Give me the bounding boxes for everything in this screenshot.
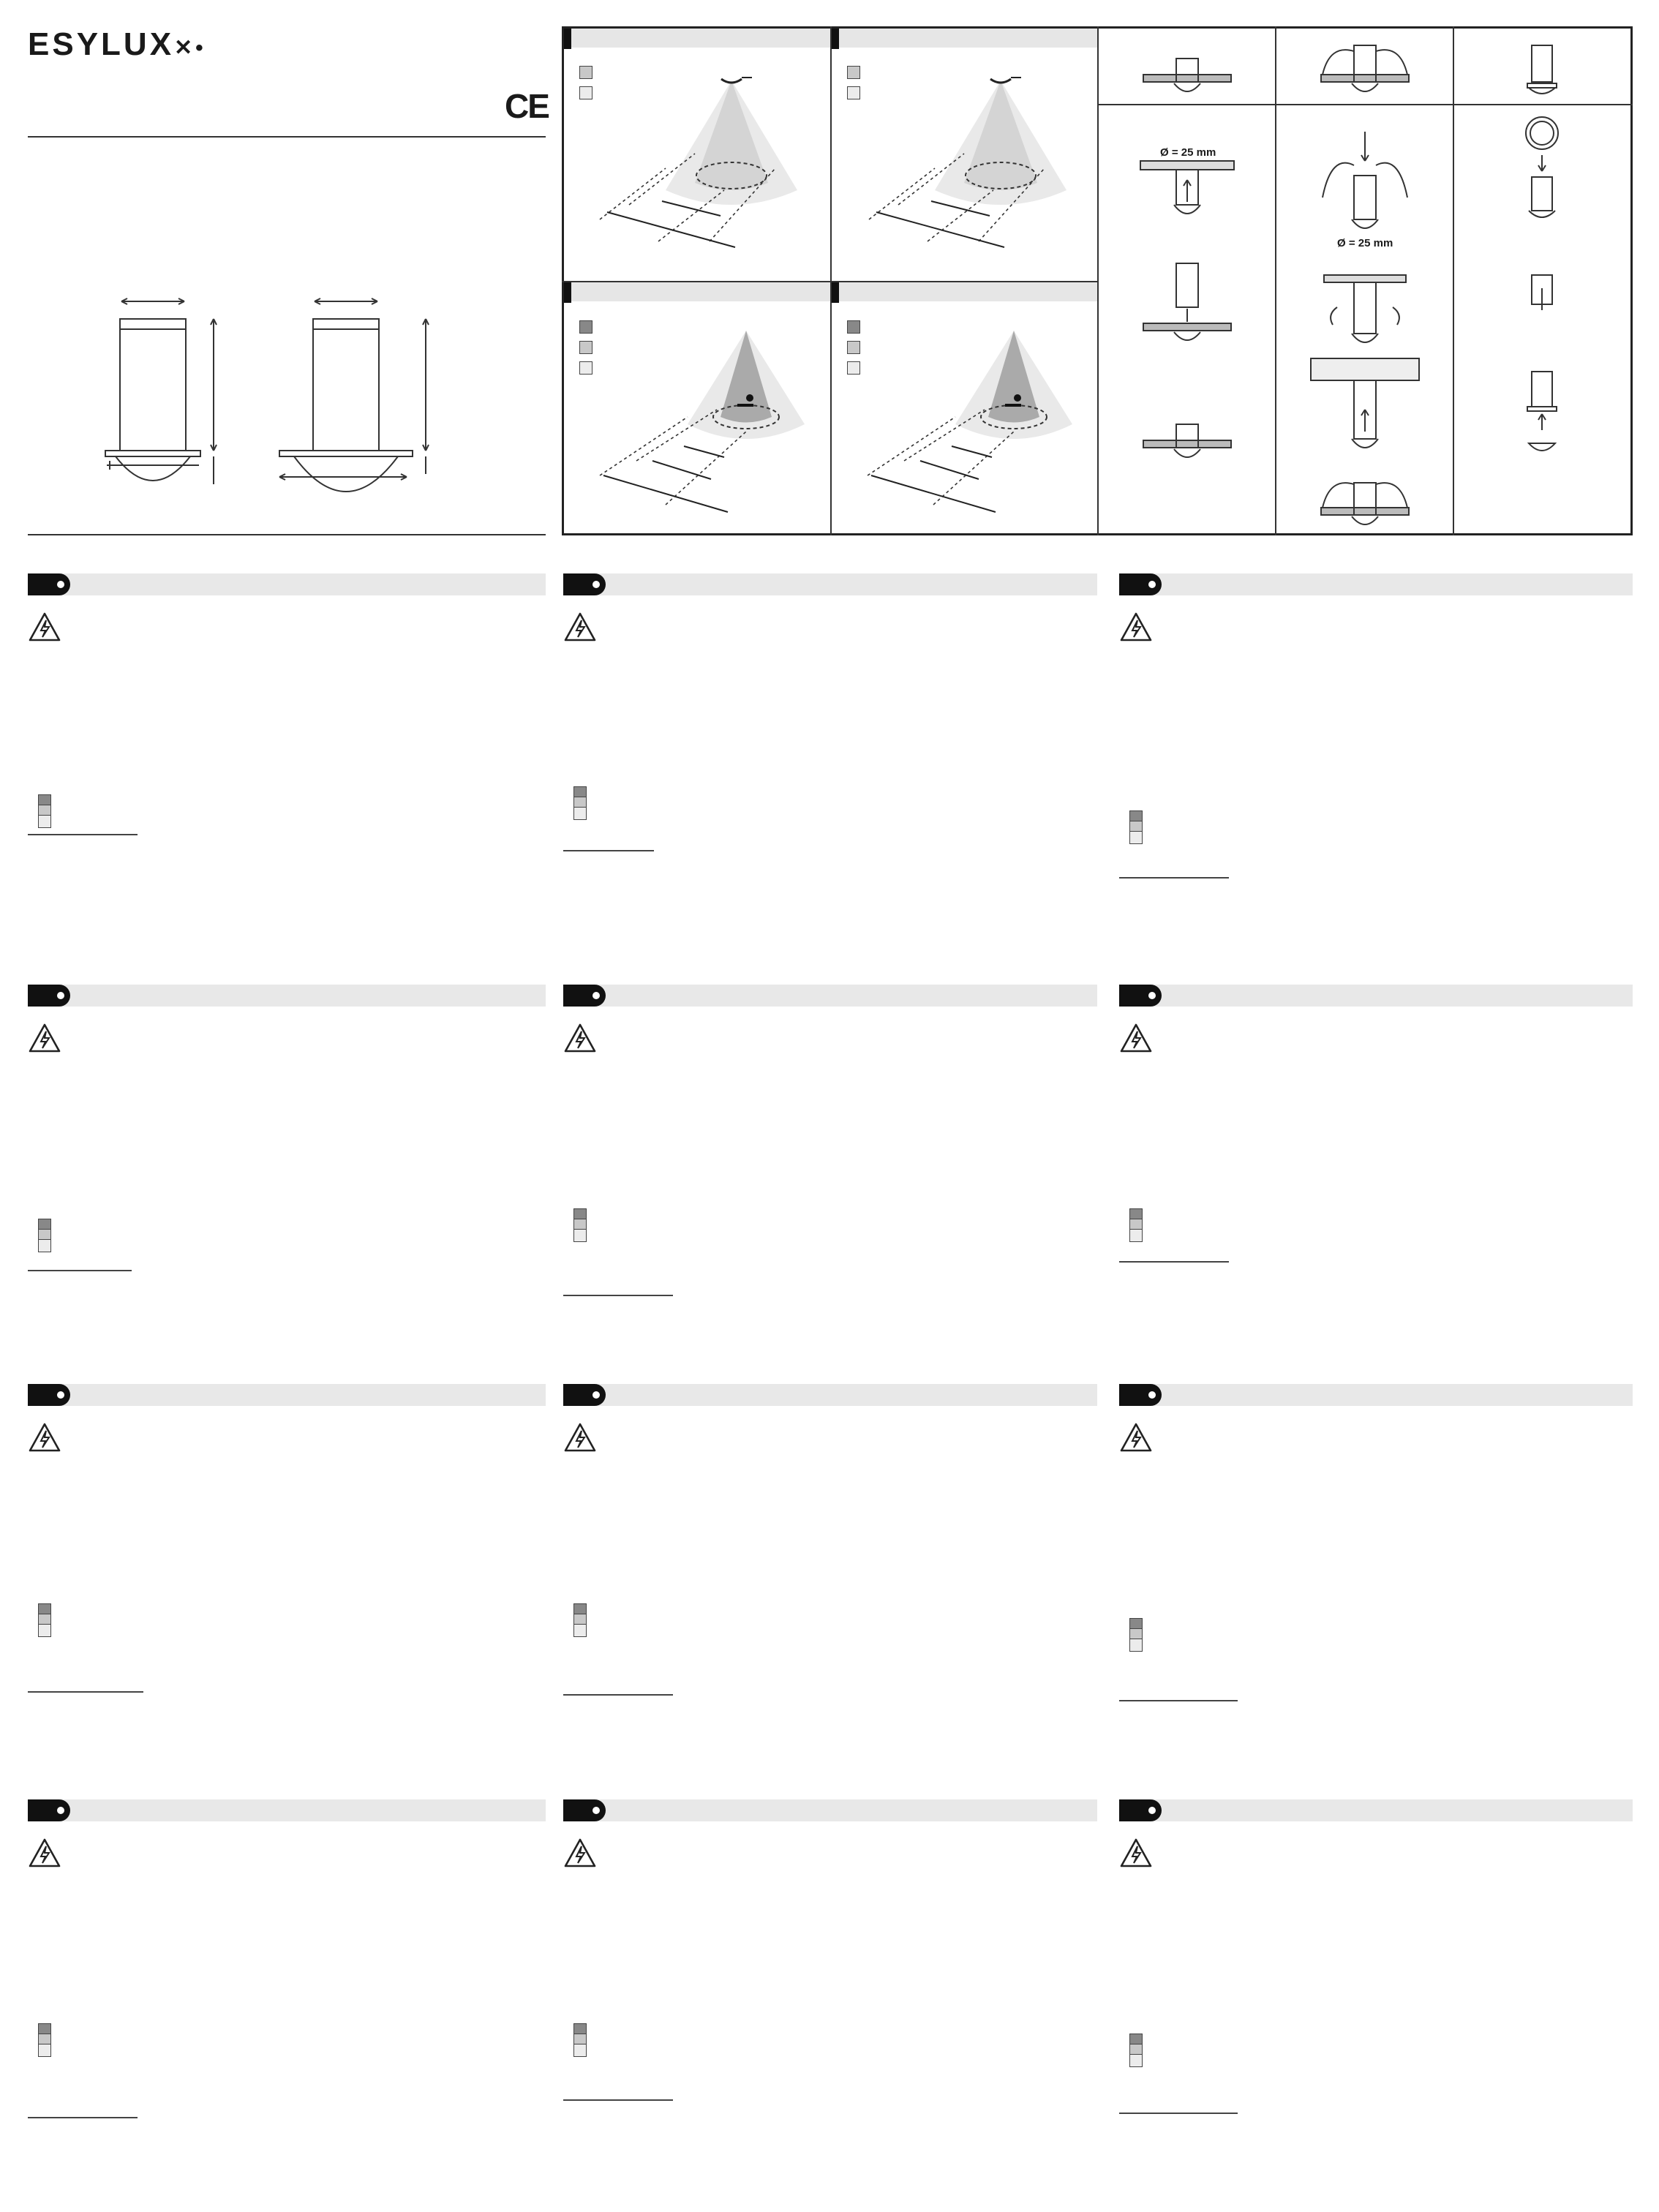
section-header-bar	[563, 985, 1097, 1007]
legend-square	[1129, 1229, 1143, 1242]
panel-marker	[564, 282, 571, 303]
language-tab	[1119, 1384, 1162, 1406]
language-tab	[1119, 1799, 1162, 1821]
section-header-bar	[563, 573, 1097, 595]
panel-header	[564, 29, 830, 48]
section-underline	[1119, 2113, 1238, 2114]
warning-icon	[1119, 1422, 1153, 1453]
warning-icon	[28, 1023, 61, 1053]
panel-header	[832, 29, 1097, 48]
section-header-bar	[28, 1799, 546, 1821]
hole-diameter-label: Ø = 25 mm	[1337, 237, 1393, 249]
legend-square	[1129, 2054, 1143, 2067]
section-underline	[28, 2117, 138, 2118]
legend-square	[1129, 1639, 1143, 1652]
mounting-step-figures	[1456, 29, 1630, 468]
language-tab	[28, 1384, 70, 1406]
detection-cone-diagram	[854, 66, 1096, 263]
legend-square	[573, 807, 587, 820]
legend-square	[38, 2044, 51, 2057]
section-header-bar	[1119, 1799, 1633, 1821]
section-underline	[563, 2099, 673, 2101]
language-tab	[1119, 985, 1162, 1007]
panel-marker	[832, 282, 839, 303]
dimension-drawing	[88, 285, 468, 497]
section-header-bar	[28, 573, 546, 595]
section-underline	[563, 850, 654, 851]
section-header-bar	[1119, 1384, 1633, 1406]
section-header-bar	[563, 1799, 1097, 1821]
detection-cone-diagram	[585, 66, 827, 263]
warning-icon	[563, 1422, 597, 1453]
legend-square	[1129, 831, 1143, 844]
legend-square	[573, 1229, 587, 1242]
language-tab	[563, 1384, 606, 1406]
legend-square	[573, 2044, 587, 2057]
mounting-step-figures	[1101, 29, 1273, 527]
section-underline	[1119, 1261, 1229, 1263]
detection-cone-diagram	[853, 322, 1094, 519]
detection-cone-diagram	[585, 322, 827, 519]
section-underline	[28, 834, 138, 835]
language-tab	[563, 1799, 606, 1821]
panel-marker	[832, 29, 839, 49]
legend-square	[38, 1239, 51, 1252]
warning-icon	[28, 612, 61, 642]
brand-logo: ESYLUX✕•	[28, 26, 206, 62]
section-underline	[1119, 1700, 1238, 1701]
ce-mark: CE	[505, 87, 549, 125]
section-header-bar	[28, 1384, 546, 1406]
panel-header	[564, 282, 830, 301]
legend-square	[573, 1624, 587, 1637]
frame-divider	[1275, 26, 1276, 535]
section-header-bar	[28, 985, 546, 1007]
section-underline	[563, 1694, 673, 1696]
hole-diameter-label: Ø = 25 mm	[1160, 146, 1216, 159]
frame-divider	[1097, 26, 1099, 535]
section-underline	[28, 1270, 132, 1271]
section-header-bar	[1119, 985, 1633, 1007]
warning-icon	[1119, 1023, 1153, 1053]
warning-icon	[563, 1023, 597, 1053]
language-tab	[1119, 573, 1162, 595]
warning-icon	[28, 1837, 61, 1868]
warning-icon	[28, 1422, 61, 1453]
warning-icon	[563, 1837, 597, 1868]
section-underline	[1119, 877, 1229, 879]
section-header-bar	[1119, 573, 1633, 595]
language-tab	[563, 573, 606, 595]
mounting-step-figures	[1279, 29, 1451, 527]
drawing-divider	[28, 534, 546, 535]
panel-marker	[564, 29, 571, 49]
warning-icon	[563, 612, 597, 642]
brand-name: ESYLUX	[28, 26, 175, 62]
warning-icon	[1119, 612, 1153, 642]
legend-square	[38, 815, 51, 828]
language-tab	[28, 985, 70, 1007]
warning-icon	[1119, 1837, 1153, 1868]
language-tab	[563, 985, 606, 1007]
header-divider	[28, 136, 546, 138]
language-tab	[28, 1799, 70, 1821]
language-tab	[28, 573, 70, 595]
section-underline	[28, 1691, 143, 1693]
legend-square	[38, 1624, 51, 1637]
panel-header	[832, 282, 1097, 301]
section-header-bar	[563, 1384, 1097, 1406]
frame-divider	[1453, 26, 1454, 535]
section-underline	[563, 1295, 673, 1296]
